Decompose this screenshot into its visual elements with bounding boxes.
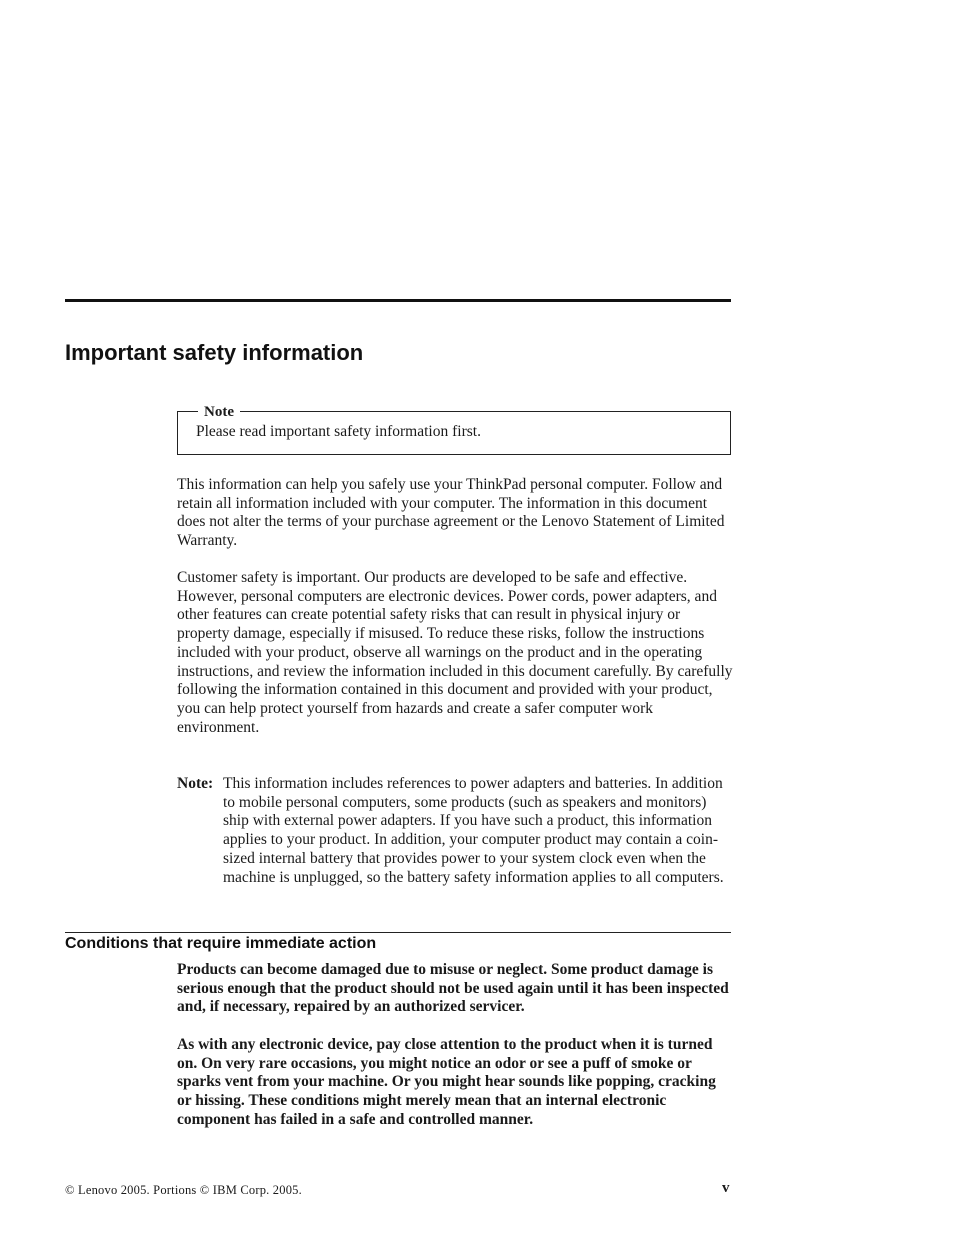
section-title: Conditions that require immediate action: [65, 935, 377, 952]
note-box-text: Please read important safety information first.: [196, 423, 481, 440]
page-title: Important safety information: [65, 340, 364, 365]
page-number: v: [722, 1180, 730, 1196]
intro-paragraph: This information can help you safely use your ThinkPad personal computer. Follow and retain all information included with your computer. The information in this document does not alter the terms of your purchase agreement or the Lenovo Statement of Limited Warranty.: [177, 476, 725, 550]
section-rule: [65, 932, 731, 933]
note-box: [177, 404, 731, 455]
inline-note-text: This information includes references to power adapters and batteries. In addition to mobile personal computers, some products (such as speakers and monitors) ship with external power adapters. If you have such a product, this information applies to your product. In addition, your computer product may contain a coin-sized internal battery that provides power to your system clock even when the machine is unplugged, so the battery safety information applies to all computers.: [223, 775, 724, 886]
note-box-label: Note: [198, 404, 240, 420]
inline-note-label: Note:: [177, 775, 214, 792]
damage-paragraph: Products can become damaged due to misuse or neglect. Some product damage is serious enough that the product should not be used again until it has been inspected and, if necessary, repaired by an authorized servicer.: [177, 961, 729, 1016]
customer-safety-paragraph: Customer safety is important. Our products are developed to be safe and effective. However, personal computers are electronic devices. Power cords, power adapters, and other features can create potential safety risks that can result in physical injury or property damage, especially if misused. To reduce these risks, follow the instructions included with your product, observe all warnings on the product and in the operating instructions, and review the information included in this document carefully. By carefully following the information contained in this document and provided with your product, you can help protect yourself from hazards and create a safer computer work environment.: [177, 569, 733, 736]
electronic-device-paragraph: As with any electronic device, pay close attention to the product when it is turned on. On very rare occasions, you might notice an odor or see a puff of smoke or sparks vent from your machine. Or you might hear sounds like popping, cracking or hissing. These conditions might merely mean that an internal electronic component has failed in a safe and controlled manner.: [177, 1036, 716, 1128]
title-rule: [65, 299, 731, 302]
footer-copyright: © Lenovo 2005. Portions © IBM Corp. 2005.: [65, 1183, 302, 1197]
